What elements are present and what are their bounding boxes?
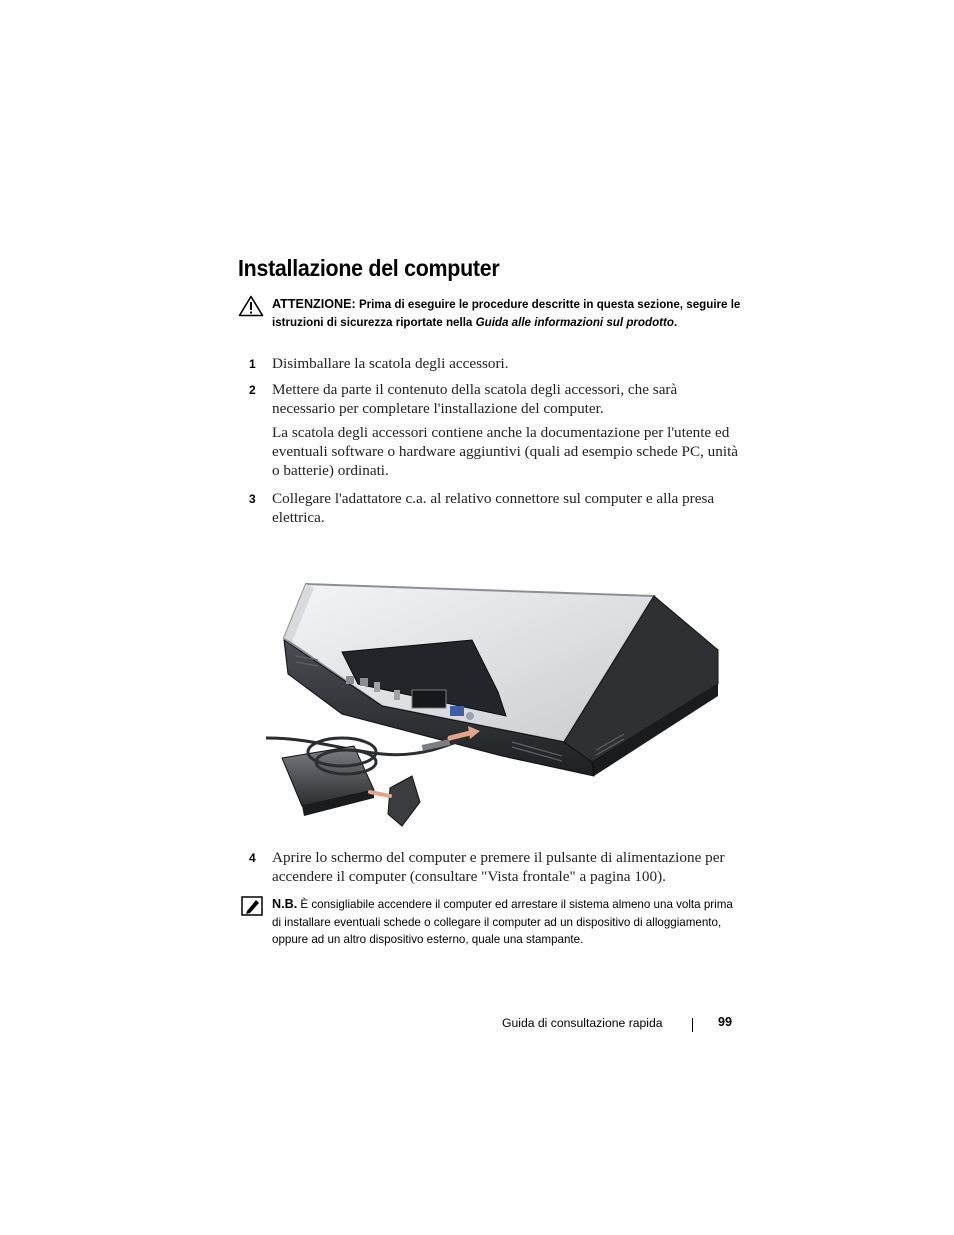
footer-separator [692, 1018, 693, 1032]
step-paragraph: La scatola degli accessori contiene anche la documentazione per l'utente ed eventuali software o hardware aggiuntivi (quali ad esempio schede PC, unità o batterie) ordinati. [272, 424, 739, 479]
warning-guide-name: Guida alle informazioni sul prodotto [475, 315, 674, 329]
footer-guide-title: Guida di consultazione rapida [502, 1016, 663, 1030]
step-text: Collegare l'adattatore c.a. al relativo connettore sul computer e alla presa elettrica. [272, 490, 715, 526]
page-title: Installazione del computer [238, 255, 500, 281]
laptop-ac-adapter-illustration [262, 566, 724, 842]
step-text: Disimballare la scatola degli accessori. [272, 355, 509, 372]
warning-callout [272, 296, 742, 331]
step-text: Mettere da parte il contenuto della scatola degli accessori, che sarà necessario per completare l'installazione del computer. [272, 381, 678, 417]
warning-text-end: . [673, 315, 678, 329]
step-number: 4 [249, 851, 256, 865]
note-label: N.B. [272, 897, 298, 911]
warning-triangle-icon [238, 295, 264, 317]
step-text: Aprire lo schermo del computer e premere il pulsante di alimentazione per accendere il computer (consultare "Vista frontale" a pagina 100). [272, 849, 725, 885]
step-number: 1 [249, 357, 256, 371]
step-number: 3 [249, 492, 256, 506]
step-number: 2 [249, 383, 256, 397]
note-callout [272, 896, 742, 949]
page-number: 99 [718, 1015, 733, 1029]
pencil-note-icon [241, 896, 263, 916]
warning-text: Prima di eseguire le procedure descritte in questa sezione, seguire le istruzioni di sicurezza riportate nella [272, 298, 741, 329]
warning-label: ATTENZIONE: [272, 297, 356, 311]
note-text: È consigliabile accendere il computer ed arrestare il sistema almeno una volta prima di installare eventuali schede o collegare il computer ad un dispositivo di alloggiamento, oppure ad un altro dispositivo esterno, quale una stampante. [272, 898, 733, 946]
